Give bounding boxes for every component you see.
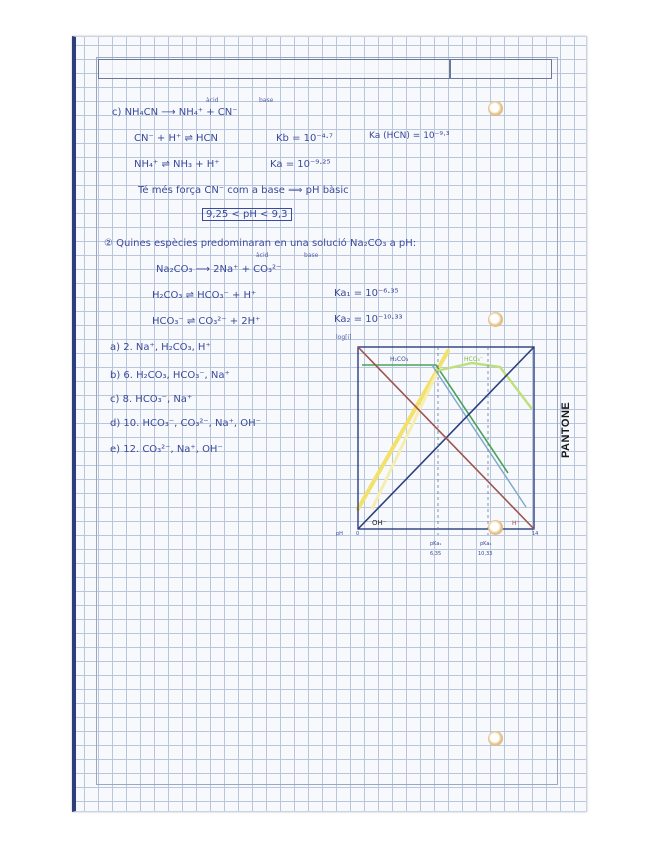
y-axis-label: log[i] <box>336 334 352 341</box>
x-tick-14: 14 <box>532 531 539 537</box>
h-plus-label: H⁺ <box>512 520 520 527</box>
log-concentration-diagram <box>332 331 544 557</box>
hco3-label: HCO₃⁻ <box>464 356 483 363</box>
pka1-label: pKa₁ <box>430 541 442 547</box>
ph-range: 9,25 < pH < 9,3 <box>202 208 292 221</box>
header-box <box>98 59 552 79</box>
co3-line <box>358 351 448 509</box>
kb-value: Kb = 10⁻⁴·⁷ <box>276 133 333 144</box>
label-acid-c: àcid <box>206 97 219 104</box>
answer-a: a) 2. Na⁺, H₂CO₃, H⁺ <box>110 342 211 353</box>
binder-hole-1 <box>488 101 503 116</box>
answer-e: e) 12. CO₃²⁻, Na⁺, OH⁻ <box>110 444 223 455</box>
binder-hole-3 <box>488 520 503 535</box>
ka2-value: Ka₂ = 10⁻¹⁰·³³ <box>334 314 403 325</box>
binder-hole-2 <box>488 312 503 327</box>
h-plus-line <box>358 347 534 529</box>
hco3-rising-line <box>372 371 438 509</box>
h2co3-line <box>362 365 508 473</box>
pka2-value: 10,33 <box>478 551 493 557</box>
x-axis-label: pH <box>336 531 343 537</box>
dissociation-na2co3: Na₂CO₃ ⟶ 2Na⁺ + CO₃²⁻ <box>156 264 282 275</box>
hco3-descending-line <box>432 365 526 507</box>
oh-label: OH⁻ <box>372 519 387 527</box>
pantone-logo: PANTONE <box>560 401 572 458</box>
binder-hole-4 <box>488 731 503 746</box>
notebook-page <box>72 36 587 812</box>
eq-hco3: HCO₃⁻ ⇌ CO₃²⁻ + 2H⁺ <box>152 316 261 327</box>
reaction-c: c) NH₄CN ⟶ NH₄⁺ + CN⁻ <box>112 107 238 118</box>
answer-c: c) 8. HCO₃⁻, Na⁺ <box>110 394 193 405</box>
ka-nh4-value: Ka = 10⁻⁹·²⁵ <box>270 159 331 170</box>
answer-d: d) 10. HCO₃⁻, CO₃²⁻, Na⁺, OH⁻ <box>110 418 261 429</box>
ka-hcn-value: Ka (HCN) = 10⁻⁹·³ <box>369 131 450 141</box>
label-base-q2: base <box>304 252 319 259</box>
x-tick-0: 0 <box>356 531 360 537</box>
h2co3-label: H₂CO₃ <box>390 356 409 363</box>
eq-cn-hcn: CN⁻ + H⁺ ⇌ HCN <box>134 133 218 144</box>
pka2-label: pKa₂ <box>480 541 492 547</box>
conclusion-c: Té més força CN⁻ com a base ⟹ pH bàsic <box>138 185 349 196</box>
answer-b: b) 6. H₂CO₃, HCO₃⁻, Na⁺ <box>110 370 230 381</box>
label-base-c: base <box>259 97 274 104</box>
diagram-frame <box>358 347 534 529</box>
label-acid-q2: àcid <box>256 252 269 259</box>
header-divider <box>449 60 451 78</box>
oh-line <box>358 347 534 529</box>
hco3-line <box>436 363 532 409</box>
eq-nh4-nh3: NH₄⁺ ⇌ NH₃ + H⁺ <box>134 159 220 170</box>
pka1-value: 6,35 <box>430 551 442 557</box>
question-2-prompt: ② Quines espècies predominaran en una solució Na₂CO₃ a pH: <box>104 238 417 249</box>
ka1-value: Ka₁ = 10⁻⁶·³⁵ <box>334 288 399 299</box>
eq-h2co3: H₂CO₃ ⇌ HCO₃⁻ + H⁺ <box>152 290 257 301</box>
